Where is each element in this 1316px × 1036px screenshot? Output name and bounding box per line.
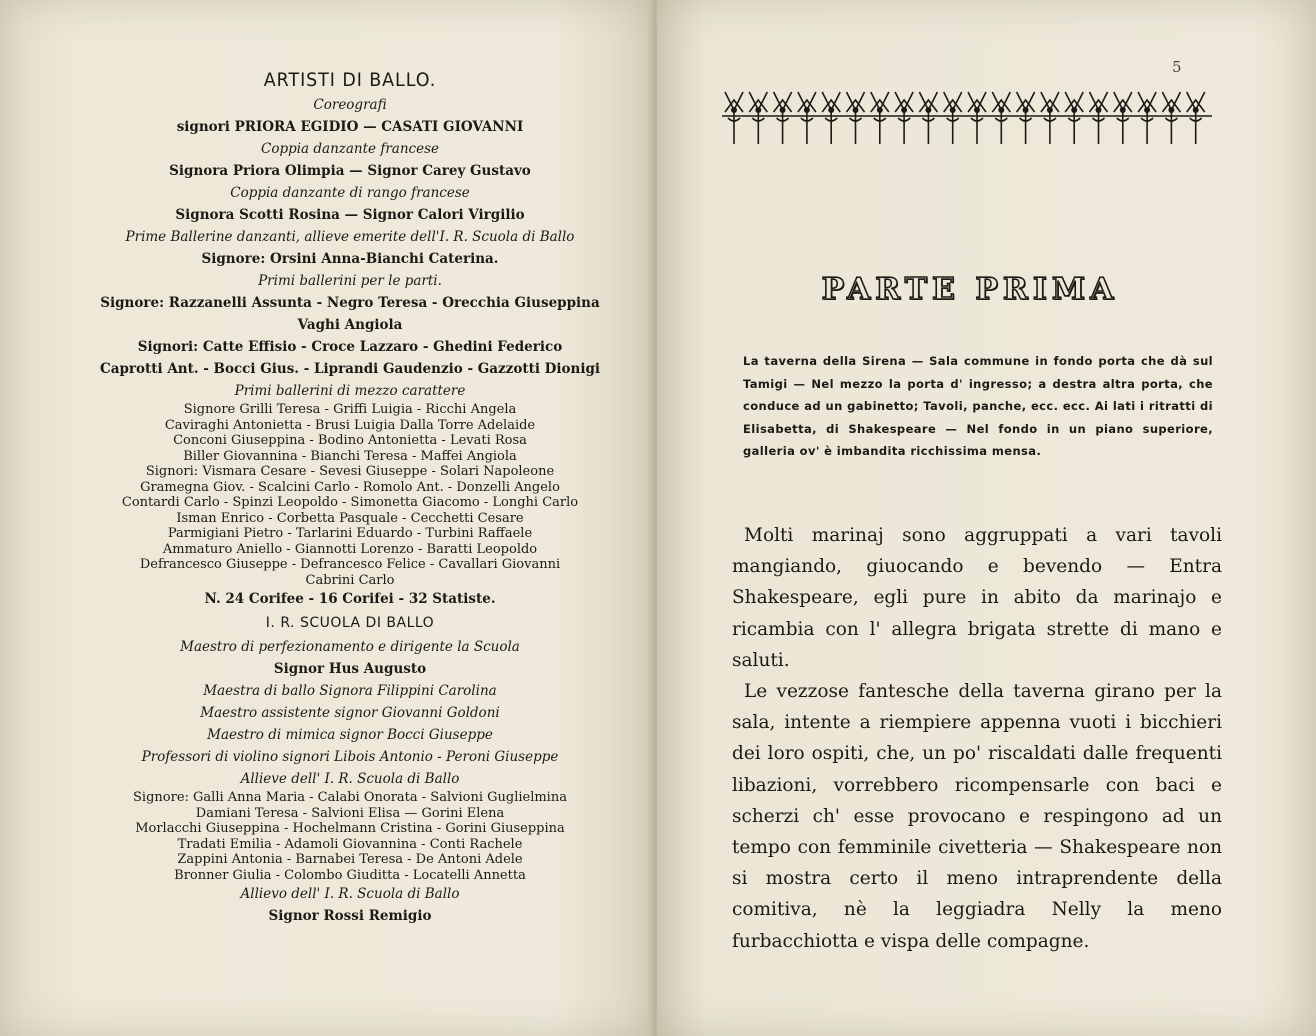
cast-line: Coppia danzante di rango francese bbox=[230, 185, 470, 201]
narrative-text bbox=[732, 520, 1222, 957]
cast-line: Maestro di perfezionamento e dirigente la Scuola bbox=[180, 639, 520, 655]
cast-line: Bronner Giulia - Colombo Giuditta - Locatelli Annetta bbox=[174, 867, 526, 883]
cast-line: Primi ballerini per le parti. bbox=[258, 273, 442, 289]
cast-list bbox=[95, 66, 605, 927]
cast-line: Cabrini Carlo bbox=[305, 572, 395, 588]
cast-line: Signor Hus Augusto bbox=[273, 661, 427, 677]
ornament-icon bbox=[722, 88, 1212, 152]
cast-line: Morlacchi Giuseppina - Hochelmann Cristina - Gorini Giuseppina bbox=[135, 821, 565, 836]
cast-line: Maestro di mimica signor Bocci Giuseppe bbox=[207, 727, 493, 743]
scene-description: La taverna della Sirena — Sala commune in fondo porta che dà sul Tamigi — Nel mezzo la porta d' ingresso; a destra altra porta, che conduce ad un gabinetto; Tavoli, panche, ecc. ecc. Ai lati i ritratti di Elisabetta, di Shakespeare — Nel fondo in un piano superiore, galleria ov' è imbandita ricchissima mensa. bbox=[743, 354, 1213, 458]
paragraph: Molti marinaj sono aggruppati a vari tavoli mangiando, giuocando e bevendo — Entra Shakespeare, egli pure in abito da marinajo e ricambia con l' allegra brigata strette di mano e saluti. bbox=[732, 525, 1222, 671]
cast-line: Vaghi Angiola bbox=[297, 317, 403, 333]
cast-line: Primi ballerini di mezzo carattere bbox=[234, 383, 466, 399]
cast-line: Gramegna Giov. - Scalcini Carlo - Romolo Ant. - Donzelli Angelo bbox=[140, 479, 560, 495]
cast-line: Signore Grilli Teresa - Griffi Luigia - Ricchi Angela bbox=[183, 402, 517, 417]
cast-line: Coppia danzante francese bbox=[260, 141, 439, 157]
cast-line: Allievo dell' I. R. Scuola di Ballo bbox=[240, 886, 460, 902]
cast-line: Biller Giovannina - Bianchi Teresa - Maffei Angiola bbox=[183, 448, 517, 464]
cast-line: Signor Rossi Remigio bbox=[268, 908, 432, 924]
cast-line: Parmigiani Pietro - Tarlarini Eduardo - Turbini Raffaele bbox=[167, 526, 533, 541]
paragraph: Le vezzose fantesche della taverna girano per la sala, intente a riempiere appenna vuoti i bicchieri dei loro ospiti, che, un po' riscaldati dalle frequenti libazioni, vorrebbero ricompensarle con baci e scherzi ch' esse provocano e respingono ad un tempo con femminile civetteria — Shakespeare non si mostra certo il meno intraprendente della comitiva, nè la leggiadra Nelly la meno furbacchiotta e vispa delle compagne. bbox=[732, 681, 1222, 952]
part-title: PARTE PRIMA bbox=[821, 272, 1119, 307]
cast-line: Signore: Galli Anna Maria - Calabi Onorata - Salvioni Guglielmina bbox=[133, 790, 567, 805]
cast-line: Coreografi bbox=[313, 97, 387, 113]
left-page bbox=[0, 0, 652, 1036]
cast-line: Isman Enrico - Corbetta Pasquale - Cecchetti Cesare bbox=[176, 510, 524, 526]
cast-line: Allieve dell' I. R. Scuola di Ballo bbox=[240, 771, 460, 787]
cast-line: Signora Priora Olimpia — Signor Carey Gustavo bbox=[169, 163, 531, 179]
cast-line: Damiani Teresa - Salvioni Elisa — Gorini Elena bbox=[195, 805, 505, 821]
cast-line: Signori: Catte Effisio - Croce Lazzaro - Ghedini Federico bbox=[137, 339, 563, 355]
page-number: 5 bbox=[1172, 58, 1182, 76]
cast-line: I. R. SCUOLA DI BALLO bbox=[265, 615, 435, 631]
cast-line: Professori di violino signori Libois Antonio - Peroni Giuseppe bbox=[141, 749, 559, 765]
cast-line: Maestra di ballo Signora Filippini Carolina bbox=[203, 683, 497, 699]
cast-line: Signori: Vismara Cesare - Sevesi Giuseppe - Solari Napoleone bbox=[145, 464, 555, 479]
cast-line: Caprotti Ant. - Bocci Gius. - Liprandi Gaudenzio - Gazzotti Dionigi bbox=[99, 361, 601, 377]
cast-line: Conconi Giuseppina - Bodino Antonietta - Levati Rosa bbox=[173, 433, 527, 448]
cast-line: Ammaturo Aniello - Giannotti Lorenzo - Baratti Leopoldo bbox=[162, 541, 538, 557]
cast-line: Prime Ballerine danzanti, allieve emerite dell'I. R. Scuola di Ballo bbox=[125, 229, 575, 245]
cast-line: Contardi Carlo - Spinzi Leopoldo - Simonetta Giacomo - Longhi Carlo bbox=[121, 495, 579, 510]
cast-line: Defrancesco Giuseppe - Defrancesco Felice - Cavallari Giovanni bbox=[139, 557, 561, 572]
cast-line: Signore: Razzanelli Assunta - Negro Teresa - Orecchia Giuseppina bbox=[100, 295, 600, 311]
page-heading: ARTISTI DI BALLO. bbox=[263, 69, 437, 91]
cast-line: signori PRIORA EGIDIO — CASATI GIOVANNI bbox=[176, 119, 524, 135]
cast-line: Tradati Emilia - Adamoli Giovannina - Conti Rachele bbox=[177, 836, 523, 852]
cast-line: Zappini Antonia - Barnabei Teresa - De Antoni Adele bbox=[177, 852, 523, 867]
cast-line: Caviraghi Antonietta - Brusi Luigia Dalla Torre Adelaide bbox=[164, 417, 536, 433]
cast-line: N. 24 Corifee - 16 Corifei - 32 Statiste. bbox=[204, 591, 496, 607]
cast-line: Signore: Orsini Anna-Bianchi Caterina. bbox=[201, 251, 499, 267]
cast-line: Maestro assistente signor Giovanni Goldoni bbox=[200, 705, 500, 721]
cast-line: Signora Scotti Rosina — Signor Calori Virgilio bbox=[175, 207, 525, 223]
